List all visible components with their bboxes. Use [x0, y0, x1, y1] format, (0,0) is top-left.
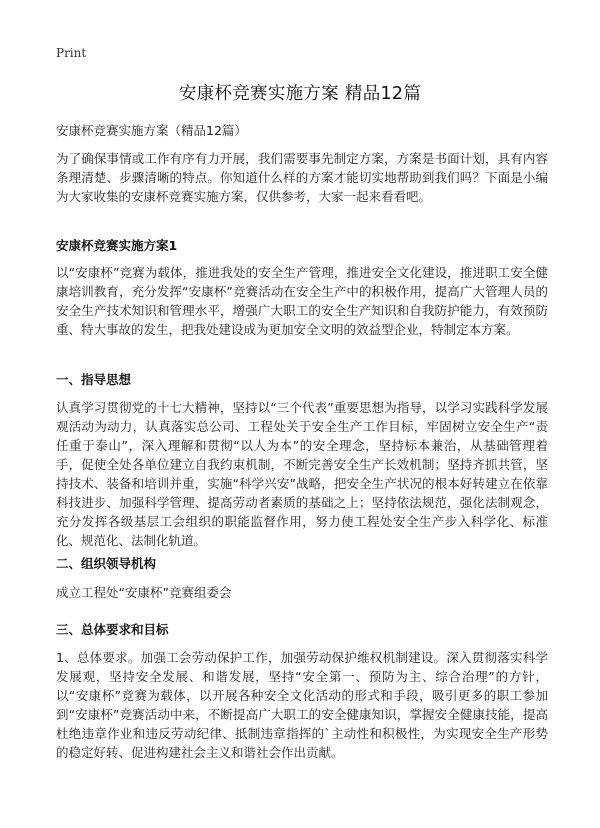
- section-heading-plan1: 安康杯竞赛实施方案1: [56, 238, 178, 253]
- section-body-requirements: 1、总体要求。加强工会劳动保护工作，加强劳动保护维权机制建设。深入贯彻落实科学发展观，坚持安全发展、和谐发展，坚持“安全第一、预防为主、综合治理”的方针，以“安康杯”竞赛为载体，以开展各种安全文化活动的形式和手段，吸引更多的职工参加到“安康杯”竞赛活动中来，不断提高广大职工的安全健康知识，掌握安全健康技能，提高杜绝违章作业和违反劳动纪律、抵制违章指挥的`主动性和积极性，为实现安全生产形势的稳定好转、促进构建社会主义和谐社会作出贡献。: [56, 650, 548, 760]
- section-heading-requirements: 三、总体要求和目标: [56, 622, 169, 637]
- intro-paragraph: 为了确保事情或工作有序有力开展，我们需要事先制定方案，方案是书面计划，具有内容条理清楚、步骤清晰的特点。你知道什么样的方案才能切实地帮助到我们吗？下面是小编为大家收集的安康杯竞赛实施方案，仅供参考，大家一起来看看吧。: [56, 151, 548, 204]
- section-heading-organization: 二、组织领导机构: [56, 556, 157, 571]
- section-body-organization: 成立工程处“安康杯”竞赛组委会: [56, 585, 232, 600]
- section-heading-guiding-ideology: 一、指导思想: [56, 372, 132, 387]
- section-body-plan1: 以“安康杯”竞赛为载体，推进我处的安全生产管理，推进安全文化建设，推进职工安全健康培训教育，充分发挥“安康杯”竞赛活动在安全生产中的积极作用，提高广大管理人员的安全生产技术知识和管理水平，增强广大职工的安全生产知识和自我防护能力，有效预防重、特大事故的发生，把我处建设成为更加安全文明的效益型企业，特制定本方案。: [56, 265, 548, 337]
- document-subtitle: 安康杯竞赛实施方案（精品12篇）: [56, 123, 247, 138]
- page-title: 安康杯竞赛实施方案 精品12篇: [178, 84, 422, 104]
- section-body-guiding-ideology: 认真学习贯彻党的十七大精神，坚持以“三个代表”重要思想为指导，以学习实践科学发展观活动为动力，认真落实总公司、工程处关于安全生产工作目标，牢固树立安全生产“责任重于泰山”，深入理解和贯彻“以人为本”的安全理念，坚持标本兼治，从基础管理着手，促使全处各单位建立自我约束机制，不断完善安全生产长效机制；坚持齐抓共管，坚持技术、装备和培训并重，实施“科学兴安”战略，把安全生产状况的根本好转建立在依靠科技进步、加强科学管理、提高劳动者素质的基础之上；坚持依法规范，强化法制观念，充分发挥各级基层工会组织的职能监督作用，努力使工程处安全生产步入科学化、标准化、规范化、法制化轨道。: [56, 400, 548, 548]
- print-label: Print: [56, 46, 87, 60]
